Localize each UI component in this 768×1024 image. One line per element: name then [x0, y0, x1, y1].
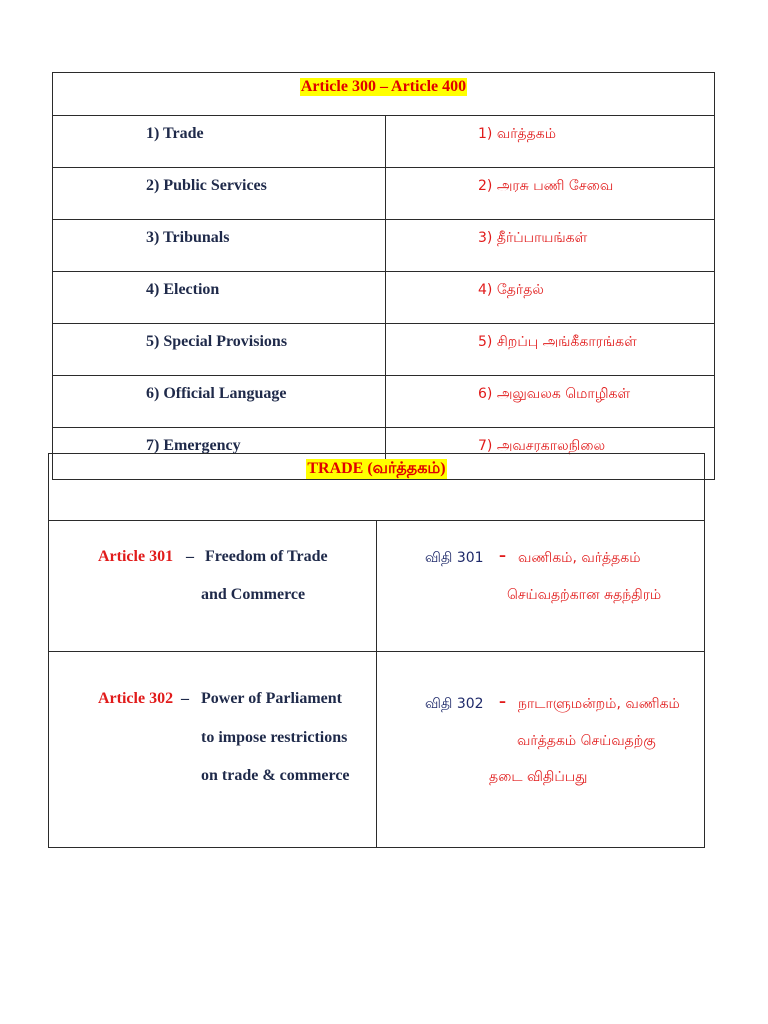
article-302-row	[49, 652, 705, 848]
row-english: 1) Trade	[53, 116, 386, 168]
table-row	[53, 324, 715, 376]
vidhi-301-label: விதி 301	[425, 550, 484, 566]
vidhi-301-dash: –	[499, 548, 506, 564]
article-301-line2: and Commerce	[201, 586, 306, 603]
article-302-label: Article 302	[98, 690, 174, 707]
table-row	[53, 168, 715, 220]
article-301-tamil	[377, 521, 705, 652]
row-tamil: 7) அவசரகாலநிலை	[386, 428, 715, 480]
row-tamil: 3) தீர்ப்பாயங்கள்	[386, 220, 715, 272]
article-301-row	[49, 521, 705, 652]
article-301-line1: Freedom of Trade	[205, 548, 328, 565]
vidhi-302-line1: நாடாளுமன்றம், வணிகம்	[518, 696, 680, 712]
row-tamil: 6) அலுவலக மொழிகள்	[386, 376, 715, 428]
article-302-dash: –	[181, 690, 189, 707]
row-tamil: 4) தேர்தல்	[386, 272, 715, 324]
vidhi-302-label: விதி 302	[425, 696, 484, 712]
row-english: 2) Public Services	[53, 168, 386, 220]
table-header-cell	[49, 454, 705, 521]
article-302-line3: on trade & commerce	[201, 767, 350, 784]
article-301-label: Article 301	[98, 548, 174, 565]
article-302-line2: to impose restrictions	[201, 729, 348, 746]
row-english: 6) Official Language	[53, 376, 386, 428]
table-header-row	[49, 454, 705, 521]
row-tamil: 2) அரசு பணி சேவை	[386, 168, 715, 220]
table2-title: TRADE (வர்த்தகம்)	[307, 460, 446, 477]
table-header-cell	[53, 73, 715, 116]
table-header-row	[53, 73, 715, 116]
row-tamil: 1) வர்த்தகம்	[386, 116, 715, 168]
articles-300-400-table	[52, 72, 715, 480]
vidhi-301-line1: வணிகம், வர்த்தகம்	[518, 550, 641, 566]
row-english: 4) Election	[53, 272, 386, 324]
row-english: 5) Special Provisions	[53, 324, 386, 376]
trade-articles-table	[48, 453, 705, 848]
row-english: 3) Tribunals	[53, 220, 386, 272]
table1-title: Article 300 – Article 400	[300, 78, 467, 95]
table-row	[53, 116, 715, 168]
article-301-english	[49, 521, 377, 652]
vidhi-302-line3: தடை விதிப்பது	[489, 769, 588, 785]
article-302-line1: Power of Parliament	[201, 690, 342, 707]
article-302-english	[49, 652, 377, 848]
vidhi-302-dash: –	[499, 694, 506, 710]
article-301-dash: –	[186, 548, 194, 565]
vidhi-301-line2: செய்வதற்கான சுதந்திரம்	[507, 587, 662, 603]
vidhi-302-line2: வர்த்தகம் செய்வதற்கு	[517, 733, 656, 749]
article-302-tamil	[377, 652, 705, 848]
row-english: 7) Emergency	[53, 428, 386, 480]
table-row	[53, 220, 715, 272]
table-row	[53, 272, 715, 324]
table-row	[53, 376, 715, 428]
row-tamil: 5) சிறப்பு அங்கீகாரங்கள்	[386, 324, 715, 376]
